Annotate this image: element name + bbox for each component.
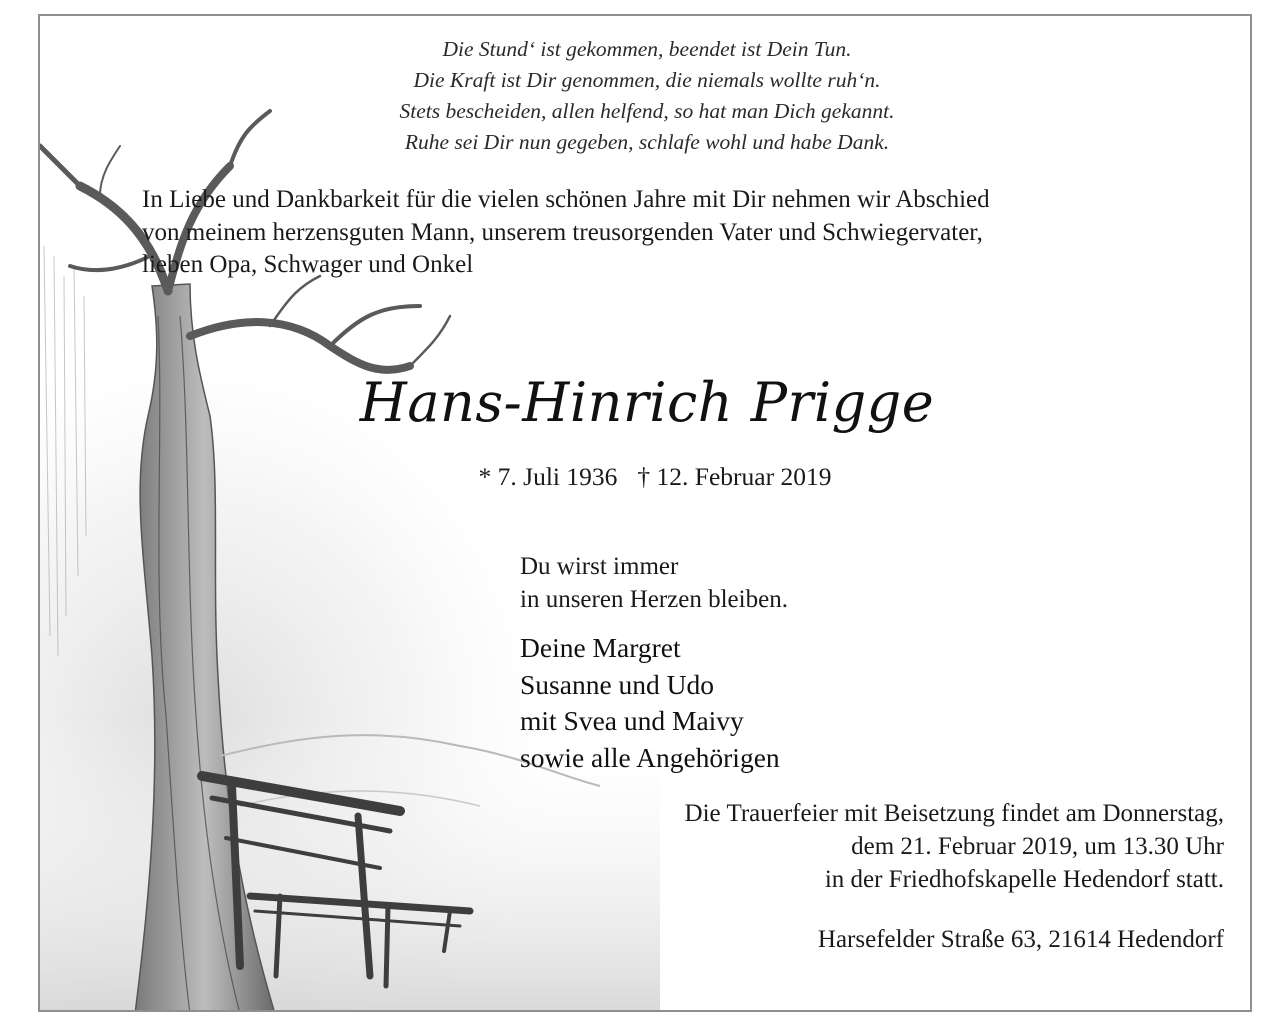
remembrance-quote [520,550,788,616]
family-line: sowie alle Angehörigen [520,741,780,773]
death-date: † 12. Februar 2019 [637,462,832,491]
obituary-frame [38,14,1252,1012]
family-line: Susanne und Udo [520,668,715,700]
poem-line: Die Kraft ist Dir genommen, die niemals wollte ruh‘n. [413,68,881,92]
quote-line: in unseren Herzen bleiben. [520,586,788,613]
ceremony-info [685,797,1224,896]
life-dates [40,462,1252,492]
intro-line: lieben Opa, Schwager und Onkel [142,251,474,278]
address: Harsefelder Straße 63, 21614 Hedendorf [817,926,1224,953]
ceremony-line: in der Friedhofskapelle Hedendorf statt. [824,866,1224,893]
family-signatures [520,630,780,776]
poem-line: Ruhe sei Dir nun gegeben, schlafe wohl und habe Dank. [404,130,890,154]
poem-line: Die Stund‘ ist gekommen, beendet ist Dein Tun. [442,37,852,61]
ceremony-line: Die Trauerfeier mit Beisetzung findet am Donnerstag, [684,800,1224,827]
deceased-name: Hans-Hinrich Prigge [359,371,935,434]
intro-line: In Liebe und Dankbarkeit für die vielen schönen Jahre mit Dir nehmen wir Abschied [142,186,990,213]
family-line: mit Svea und Maivy [520,705,744,736]
birth-date: * 7. Juli 1936 [478,462,618,491]
family-line: Deine Margret [520,632,681,663]
intro-text [142,184,1202,282]
poem-line: Stets bescheiden, allen helfend, so hat man Dich gekannt. [399,99,895,123]
intro-line: von meinem herzensguten Mann, unserem treusorgenden Vater und Schwiegervater, [142,218,983,246]
quote-line: Du wirst immer [520,553,679,580]
ceremony-line: dem 21. Februar 2019, um 13.30 Uhr [851,833,1224,860]
poem [40,34,1252,158]
